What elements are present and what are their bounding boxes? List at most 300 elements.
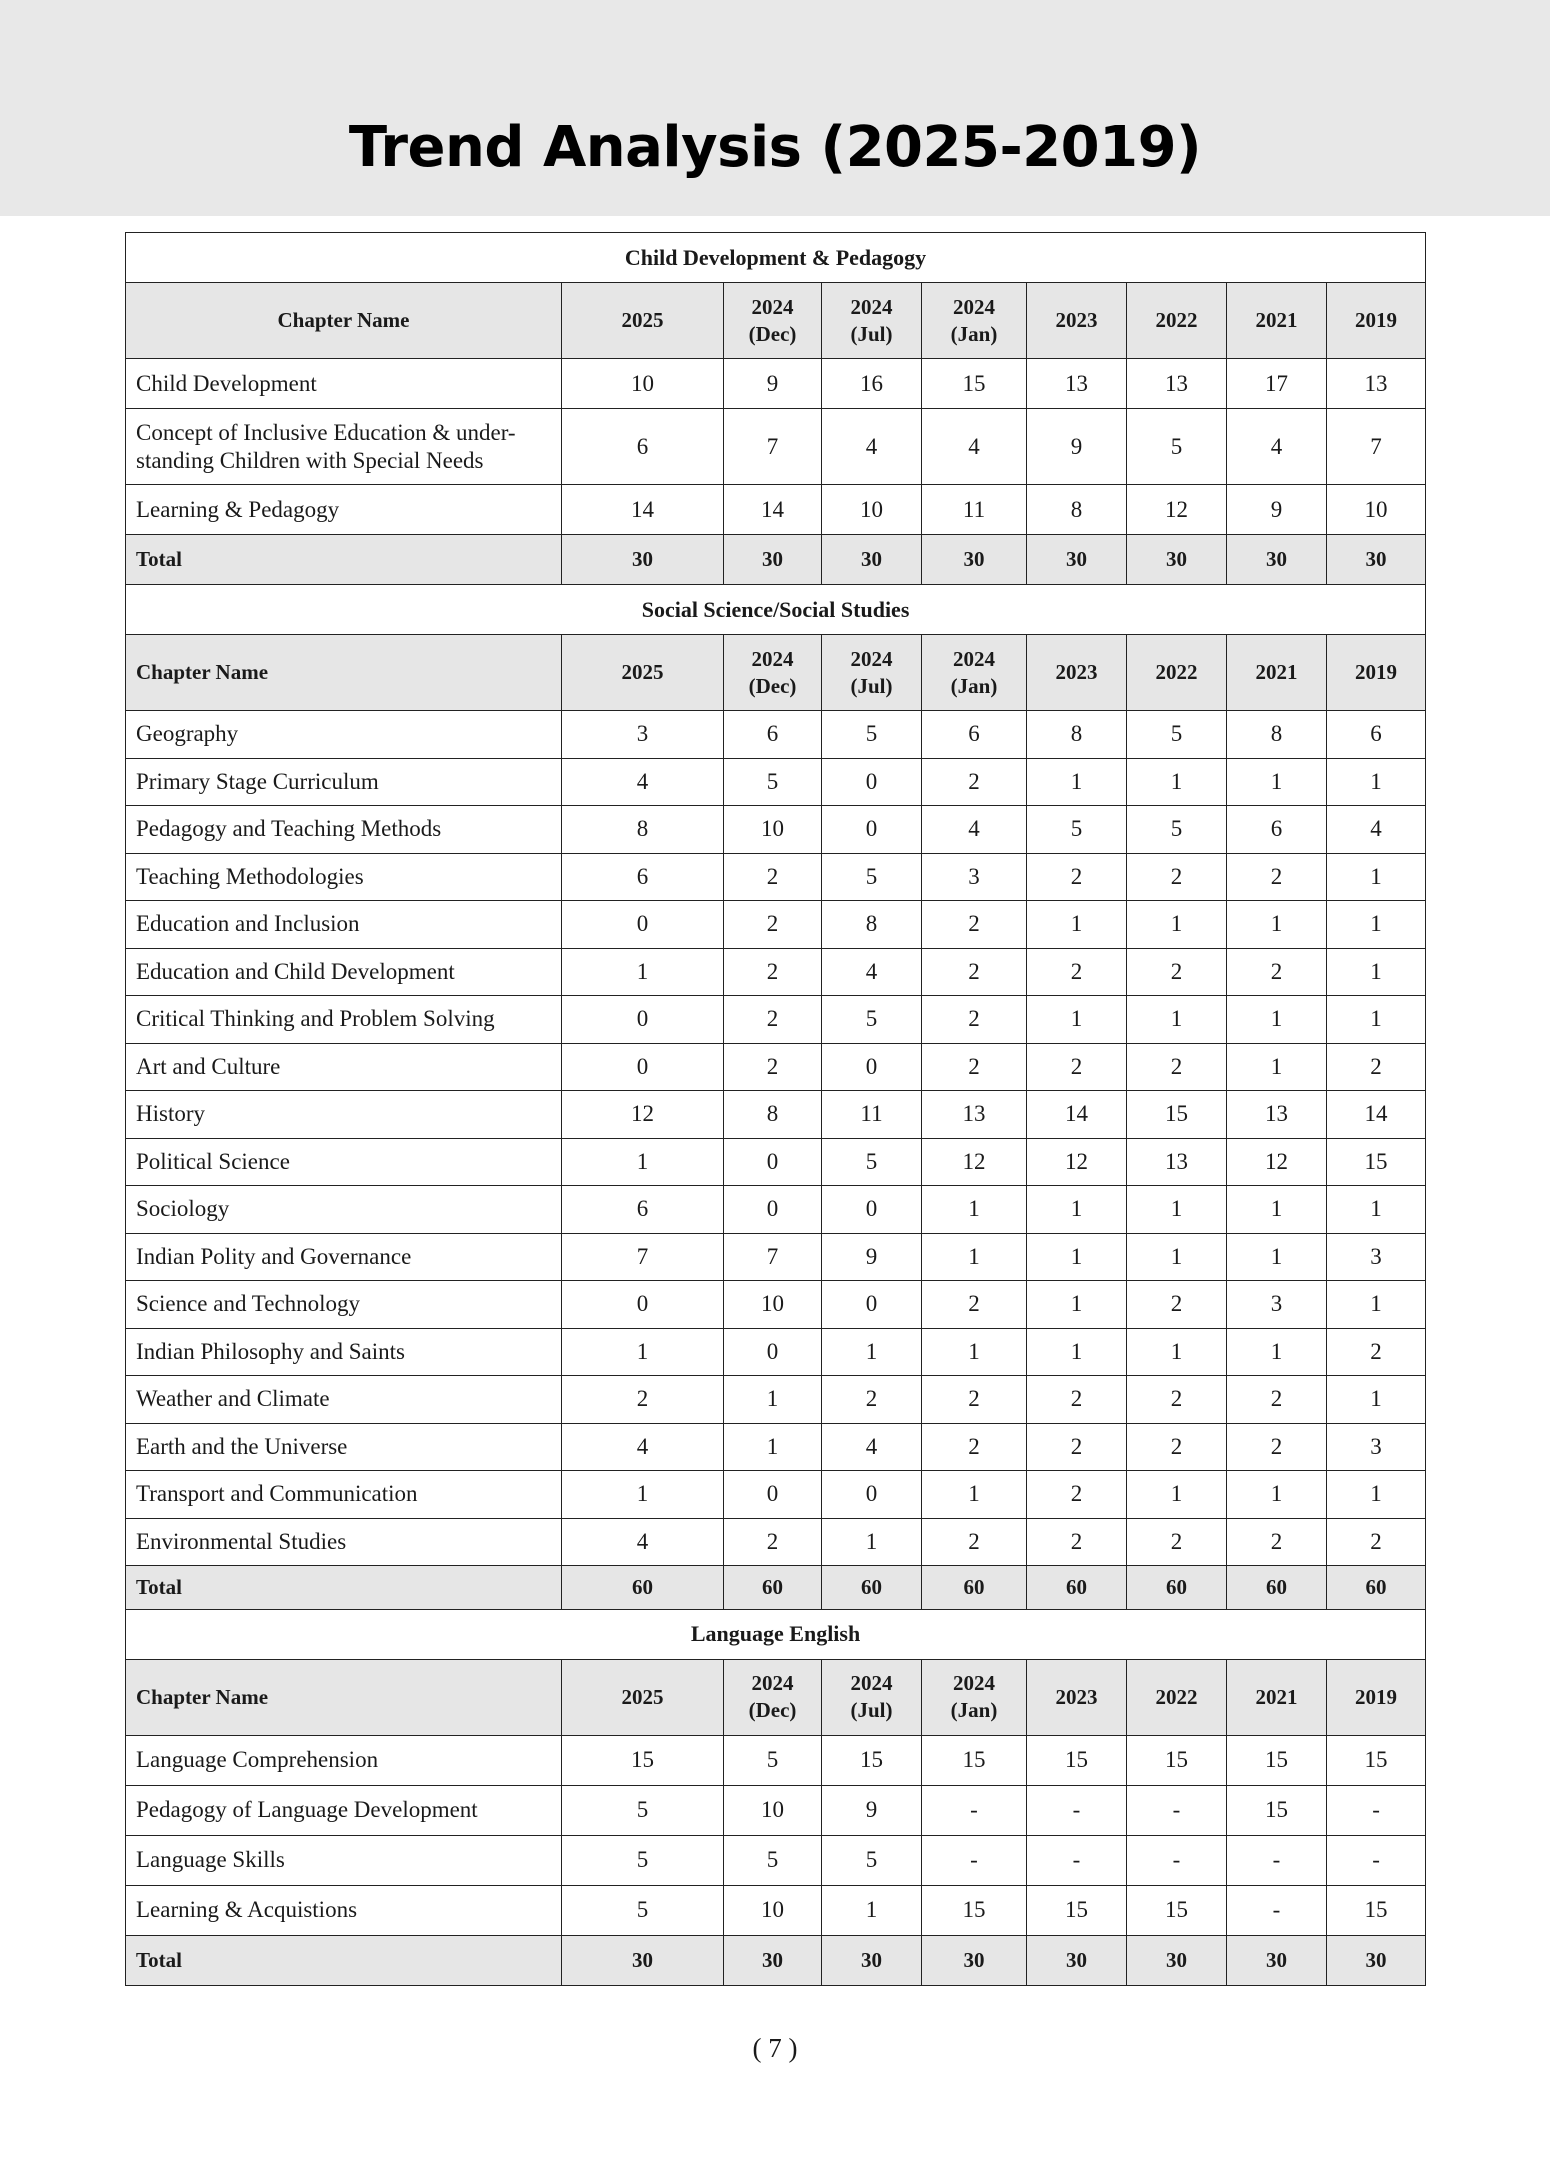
table-row: [126, 1233, 1426, 1281]
value-cell: 0: [562, 1281, 724, 1329]
value-cell: 2: [922, 1518, 1027, 1566]
value-cell: 13: [1027, 359, 1127, 409]
value-cell: 6: [562, 853, 724, 901]
total-value-cell: 30: [1327, 1935, 1426, 1985]
value-cell: 1: [1027, 1281, 1127, 1329]
value-cell: 2: [1127, 948, 1227, 996]
value-cell: 15: [922, 1885, 1027, 1935]
value-cell: 6: [562, 1186, 724, 1234]
value-cell: 2: [1027, 1043, 1127, 1091]
value-cell: 2: [724, 996, 822, 1044]
table-row: [126, 409, 1426, 485]
section-title: Social Science/Social Studies: [126, 585, 1426, 635]
value-cell: 1: [1227, 758, 1327, 806]
value-cell: 2: [1027, 1376, 1127, 1424]
value-cell: 2: [1127, 1518, 1227, 1566]
year-header: 2024 (Jul): [822, 283, 922, 359]
value-cell: 1: [1027, 901, 1127, 949]
value-cell: 2: [1027, 948, 1127, 996]
section-title-row: [126, 1609, 1426, 1659]
value-cell: 15: [922, 359, 1027, 409]
value-cell: 2: [922, 758, 1027, 806]
value-cell: 0: [562, 901, 724, 949]
value-cell: 0: [724, 1138, 822, 1186]
table-row: [126, 996, 1426, 1044]
total-value-cell: 60: [562, 1566, 724, 1610]
value-cell: 3: [562, 711, 724, 759]
value-cell: 4: [562, 758, 724, 806]
value-cell: -: [1227, 1885, 1327, 1935]
total-value-cell: 30: [1127, 1935, 1227, 1985]
total-value-cell: 60: [724, 1566, 822, 1610]
total-label: Total: [126, 1566, 562, 1610]
value-cell: 5: [822, 711, 922, 759]
value-cell: 4: [562, 1423, 724, 1471]
year-header: 2024 (Dec): [724, 1659, 822, 1735]
chapter-name-cell: Weather and Climate: [126, 1376, 562, 1424]
total-value-cell: 30: [724, 1935, 822, 1985]
value-cell: 2: [724, 948, 822, 996]
year-header: 2024 (Jul): [822, 1659, 922, 1735]
table-row: [126, 1518, 1426, 1566]
year-header: 2024 (Dec): [724, 283, 822, 359]
year-header: 2024 (Jul): [822, 635, 922, 711]
year-header: 2022: [1127, 1659, 1227, 1735]
chapter-name-cell: History: [126, 1091, 562, 1139]
value-cell: 2: [1227, 948, 1327, 996]
value-cell: 1: [1027, 1328, 1127, 1376]
table-row: [126, 901, 1426, 949]
value-cell: 13: [1127, 1138, 1227, 1186]
value-cell: 1: [1127, 758, 1227, 806]
header-row: [126, 283, 1426, 359]
value-cell: 2: [1327, 1518, 1426, 1566]
year-header: 2023: [1027, 1659, 1127, 1735]
value-cell: 9: [1227, 485, 1327, 535]
value-cell: 5: [562, 1885, 724, 1935]
value-cell: 12: [562, 1091, 724, 1139]
value-cell: 12: [922, 1138, 1027, 1186]
value-cell: 9: [724, 359, 822, 409]
value-cell: 14: [724, 485, 822, 535]
chapter-name-cell: Pedagogy and Teaching Methods: [126, 806, 562, 854]
value-cell: 2: [922, 1281, 1027, 1329]
year-header: 2023: [1027, 283, 1127, 359]
value-cell: 1: [1127, 1328, 1227, 1376]
value-cell: 10: [724, 1281, 822, 1329]
table-row: [126, 359, 1426, 409]
value-cell: 2: [1027, 853, 1127, 901]
value-cell: 8: [822, 901, 922, 949]
value-cell: 3: [922, 853, 1027, 901]
value-cell: 2: [922, 1376, 1027, 1424]
value-cell: -: [1127, 1835, 1227, 1885]
value-cell: 10: [724, 806, 822, 854]
value-cell: 2: [1227, 1376, 1327, 1424]
value-cell: 10: [724, 1885, 822, 1935]
table-row: [126, 806, 1426, 854]
value-cell: 15: [1127, 1735, 1227, 1785]
value-cell: 1: [1327, 758, 1426, 806]
value-cell: 1: [1227, 996, 1327, 1044]
chapter-name-cell: Geography: [126, 711, 562, 759]
year-header: 2021: [1227, 1659, 1327, 1735]
value-cell: 17: [1227, 359, 1327, 409]
table-row: [126, 853, 1426, 901]
value-cell: 10: [1327, 485, 1426, 535]
value-cell: 5: [562, 1835, 724, 1885]
value-cell: 1: [562, 1328, 724, 1376]
value-cell: 2: [1227, 853, 1327, 901]
total-label: Total: [126, 535, 562, 585]
total-value-cell: 30: [1227, 1935, 1327, 1985]
value-cell: 0: [724, 1328, 822, 1376]
value-cell: 1: [1327, 948, 1426, 996]
value-cell: 2: [724, 1043, 822, 1091]
value-cell: 8: [562, 806, 724, 854]
value-cell: 0: [822, 1471, 922, 1519]
value-cell: 2: [922, 996, 1027, 1044]
value-cell: 9: [1027, 409, 1127, 485]
year-header: 2024 (Jan): [922, 1659, 1027, 1735]
total-value-cell: 60: [1227, 1566, 1327, 1610]
value-cell: 1: [1127, 1186, 1227, 1234]
header-row: [126, 1659, 1426, 1735]
value-cell: 10: [724, 1785, 822, 1835]
value-cell: 1: [1027, 1186, 1127, 1234]
year-header: 2022: [1127, 283, 1227, 359]
year-header: 2023: [1027, 635, 1127, 711]
value-cell: -: [1027, 1785, 1127, 1835]
value-cell: 2: [1027, 1423, 1127, 1471]
year-header: 2021: [1227, 283, 1327, 359]
value-cell: 1: [922, 1233, 1027, 1281]
value-cell: 0: [822, 1043, 922, 1091]
total-value-cell: 30: [822, 535, 922, 585]
page-title: Trend Analysis (2025-2019): [348, 115, 1202, 180]
value-cell: 13: [922, 1091, 1027, 1139]
table-row: [126, 1186, 1426, 1234]
value-cell: 15: [822, 1735, 922, 1785]
value-cell: 2: [1127, 1043, 1227, 1091]
value-cell: 3: [1327, 1423, 1426, 1471]
chapter-name-cell: Primary Stage Curriculum: [126, 758, 562, 806]
year-header: 2024 (Jan): [922, 635, 1027, 711]
value-cell: 15: [1027, 1885, 1127, 1935]
value-cell: 2: [1227, 1423, 1327, 1471]
chapter-name-header: Chapter Name: [126, 1659, 562, 1735]
chapter-name-cell: Transport and Communication: [126, 1471, 562, 1519]
value-cell: 2: [922, 901, 1027, 949]
value-cell: 0: [822, 806, 922, 854]
chapter-name-cell: Political Science: [126, 1138, 562, 1186]
total-value-cell: 60: [1027, 1566, 1127, 1610]
value-cell: 1: [1027, 758, 1127, 806]
value-cell: 5: [822, 1138, 922, 1186]
value-cell: 2: [922, 1043, 1027, 1091]
value-cell: 6: [1327, 711, 1426, 759]
value-cell: 2: [724, 1518, 822, 1566]
value-cell: 12: [1027, 1138, 1127, 1186]
value-cell: 1: [922, 1186, 1027, 1234]
value-cell: 1: [1327, 853, 1426, 901]
chapter-name-header: Chapter Name: [126, 635, 562, 711]
table-row: [126, 1835, 1426, 1885]
total-value-cell: 30: [822, 1935, 922, 1985]
value-cell: -: [1227, 1835, 1327, 1885]
value-cell: 14: [562, 485, 724, 535]
value-cell: 6: [562, 409, 724, 485]
year-header: 2024 (Dec): [724, 635, 822, 711]
value-cell: 2: [1127, 1423, 1227, 1471]
value-cell: 2: [562, 1376, 724, 1424]
total-value-cell: 30: [562, 535, 724, 585]
value-cell: 5: [724, 1835, 822, 1885]
value-cell: 13: [1127, 359, 1227, 409]
value-cell: 4: [822, 948, 922, 996]
value-cell: 1: [1227, 1471, 1327, 1519]
value-cell: 14: [1327, 1091, 1426, 1139]
value-cell: 12: [1227, 1138, 1327, 1186]
table-row: [126, 1281, 1426, 1329]
value-cell: 14: [1027, 1091, 1127, 1139]
value-cell: 7: [562, 1233, 724, 1281]
chapter-name-cell: Language Skills: [126, 1835, 562, 1885]
value-cell: 4: [822, 409, 922, 485]
total-value-cell: 30: [1027, 535, 1127, 585]
trend-analysis-table: [125, 232, 1426, 1986]
value-cell: 11: [822, 1091, 922, 1139]
value-cell: 2: [724, 853, 822, 901]
value-cell: 15: [1327, 1885, 1426, 1935]
value-cell: 5: [724, 1735, 822, 1785]
value-cell: 1: [922, 1328, 1027, 1376]
chapter-name-cell: Education and Inclusion: [126, 901, 562, 949]
value-cell: 8: [1227, 711, 1327, 759]
year-header: 2025: [562, 635, 724, 711]
chapter-name-cell: Environmental Studies: [126, 1518, 562, 1566]
chapter-name-cell: Learning & Pedagogy: [126, 485, 562, 535]
value-cell: 2: [1127, 1376, 1227, 1424]
total-value-cell: 30: [1027, 1935, 1127, 1985]
value-cell: 5: [562, 1785, 724, 1835]
year-header: 2019: [1327, 283, 1426, 359]
value-cell: 11: [922, 485, 1027, 535]
table-row: [126, 1376, 1426, 1424]
chapter-name-cell: Concept of Inclusive Education & under- standing Children with Special Needs: [126, 409, 562, 485]
value-cell: 1: [724, 1423, 822, 1471]
year-header: 2019: [1327, 635, 1426, 711]
value-cell: 5: [822, 853, 922, 901]
chapter-name-cell: Art and Culture: [126, 1043, 562, 1091]
section-title: Child Development & Pedagogy: [126, 233, 1426, 283]
value-cell: 1: [1227, 1328, 1327, 1376]
header-row: [126, 635, 1426, 711]
value-cell: 10: [562, 359, 724, 409]
year-header: 2019: [1327, 1659, 1426, 1735]
value-cell: 1: [1327, 1186, 1426, 1234]
value-cell: 8: [1027, 711, 1127, 759]
chapter-name-cell: Indian Philosophy and Saints: [126, 1328, 562, 1376]
chapter-name-cell: Learning & Acquistions: [126, 1885, 562, 1935]
value-cell: 1: [1027, 1233, 1127, 1281]
table-row: [126, 1091, 1426, 1139]
value-cell: 2: [1027, 1518, 1127, 1566]
year-header: 2021: [1227, 635, 1327, 711]
value-cell: 5: [1127, 711, 1227, 759]
value-cell: 15: [922, 1735, 1027, 1785]
value-cell: 8: [1027, 485, 1127, 535]
total-value-cell: 60: [1127, 1566, 1227, 1610]
total-row: [126, 535, 1426, 585]
value-cell: 12: [1127, 485, 1227, 535]
value-cell: 2: [1127, 853, 1227, 901]
total-value-cell: 30: [922, 535, 1027, 585]
table-row: [126, 1471, 1426, 1519]
value-cell: -: [1327, 1835, 1426, 1885]
value-cell: 1: [822, 1518, 922, 1566]
value-cell: 1: [1127, 901, 1227, 949]
value-cell: 16: [822, 359, 922, 409]
section-title-row: [126, 585, 1426, 635]
chapter-name-cell: Sociology: [126, 1186, 562, 1234]
value-cell: 1: [922, 1471, 1027, 1519]
total-value-cell: 30: [1127, 535, 1227, 585]
value-cell: 7: [1327, 409, 1426, 485]
table-row: [126, 1138, 1426, 1186]
section-title: Language English: [126, 1609, 1426, 1659]
value-cell: 0: [724, 1186, 822, 1234]
value-cell: 0: [822, 1281, 922, 1329]
total-row: [126, 1566, 1426, 1610]
value-cell: 10: [822, 485, 922, 535]
value-cell: 15: [1227, 1785, 1327, 1835]
chapter-name-cell: Earth and the Universe: [126, 1423, 562, 1471]
table-row: [126, 1423, 1426, 1471]
value-cell: 1: [1327, 1471, 1426, 1519]
value-cell: 2: [1027, 1471, 1127, 1519]
value-cell: 13: [1227, 1091, 1327, 1139]
table-row: [126, 948, 1426, 996]
value-cell: 7: [724, 409, 822, 485]
chapter-name-cell: Language Comprehension: [126, 1735, 562, 1785]
value-cell: 1: [822, 1328, 922, 1376]
value-cell: 3: [1327, 1233, 1426, 1281]
value-cell: 2: [1227, 1518, 1327, 1566]
value-cell: 1: [562, 1138, 724, 1186]
value-cell: 1: [724, 1376, 822, 1424]
total-value-cell: 60: [822, 1566, 922, 1610]
value-cell: 1: [562, 948, 724, 996]
chapter-name-cell: Indian Polity and Governance: [126, 1233, 562, 1281]
chapter-name-cell: Teaching Methodologies: [126, 853, 562, 901]
table-row: [126, 1885, 1426, 1935]
value-cell: 1: [1327, 996, 1426, 1044]
table-row: [126, 1043, 1426, 1091]
value-cell: 6: [724, 711, 822, 759]
total-value-cell: 60: [1327, 1566, 1426, 1610]
value-cell: 2: [822, 1376, 922, 1424]
value-cell: 2: [922, 1423, 1027, 1471]
year-header: 2024 (Jan): [922, 283, 1027, 359]
section-title-row: [126, 233, 1426, 283]
chapter-name-cell: Education and Child Development: [126, 948, 562, 996]
value-cell: 4: [922, 409, 1027, 485]
value-cell: 5: [1127, 409, 1227, 485]
value-cell: 2: [1327, 1328, 1426, 1376]
value-cell: 2: [1327, 1043, 1426, 1091]
value-cell: 1: [1227, 1233, 1327, 1281]
table-row: [126, 1328, 1426, 1376]
value-cell: 8: [724, 1091, 822, 1139]
value-cell: 1: [1127, 1233, 1227, 1281]
value-cell: 1: [1127, 1471, 1227, 1519]
value-cell: 1: [1227, 901, 1327, 949]
value-cell: 9: [822, 1785, 922, 1835]
value-cell: 4: [1327, 806, 1426, 854]
year-header: 2022: [1127, 635, 1227, 711]
value-cell: 6: [1227, 806, 1327, 854]
value-cell: 0: [822, 1186, 922, 1234]
value-cell: 9: [822, 1233, 922, 1281]
value-cell: 0: [562, 1043, 724, 1091]
table-row: [126, 711, 1426, 759]
table-row: [126, 485, 1426, 535]
chapter-name-cell: Science and Technology: [126, 1281, 562, 1329]
value-cell: -: [1127, 1785, 1227, 1835]
value-cell: 7: [724, 1233, 822, 1281]
value-cell: 1: [1227, 1043, 1327, 1091]
value-cell: 1: [822, 1885, 922, 1935]
value-cell: 15: [1027, 1735, 1127, 1785]
value-cell: 3: [1227, 1281, 1327, 1329]
total-label: Total: [126, 1935, 562, 1985]
value-cell: 0: [822, 758, 922, 806]
value-cell: 13: [1327, 359, 1426, 409]
total-value-cell: 30: [1327, 535, 1426, 585]
value-cell: 5: [724, 758, 822, 806]
year-header: 2025: [562, 1659, 724, 1735]
total-value-cell: 30: [1227, 535, 1327, 585]
value-cell: 1: [1327, 901, 1426, 949]
total-value-cell: 60: [922, 1566, 1027, 1610]
value-cell: 4: [922, 806, 1027, 854]
value-cell: 1: [1027, 996, 1127, 1044]
value-cell: 15: [1127, 1885, 1227, 1935]
value-cell: 5: [1027, 806, 1127, 854]
chapter-name-cell: Critical Thinking and Problem Solving: [126, 996, 562, 1044]
value-cell: 2: [1127, 1281, 1227, 1329]
value-cell: 4: [822, 1423, 922, 1471]
value-cell: 5: [822, 1835, 922, 1885]
value-cell: 6: [922, 711, 1027, 759]
value-cell: 4: [1227, 409, 1327, 485]
value-cell: 1: [1127, 996, 1227, 1044]
table-row: [126, 1735, 1426, 1785]
value-cell: 15: [1327, 1138, 1426, 1186]
chapter-name-cell: Pedagogy of Language Development: [126, 1785, 562, 1835]
value-cell: 1: [1327, 1376, 1426, 1424]
value-cell: -: [1027, 1835, 1127, 1885]
value-cell: 15: [562, 1735, 724, 1785]
value-cell: 4: [562, 1518, 724, 1566]
value-cell: 2: [922, 948, 1027, 996]
value-cell: 1: [1327, 1281, 1426, 1329]
total-value-cell: 30: [724, 535, 822, 585]
total-value-cell: 30: [922, 1935, 1027, 1985]
value-cell: 0: [562, 996, 724, 1044]
value-cell: -: [1327, 1785, 1426, 1835]
